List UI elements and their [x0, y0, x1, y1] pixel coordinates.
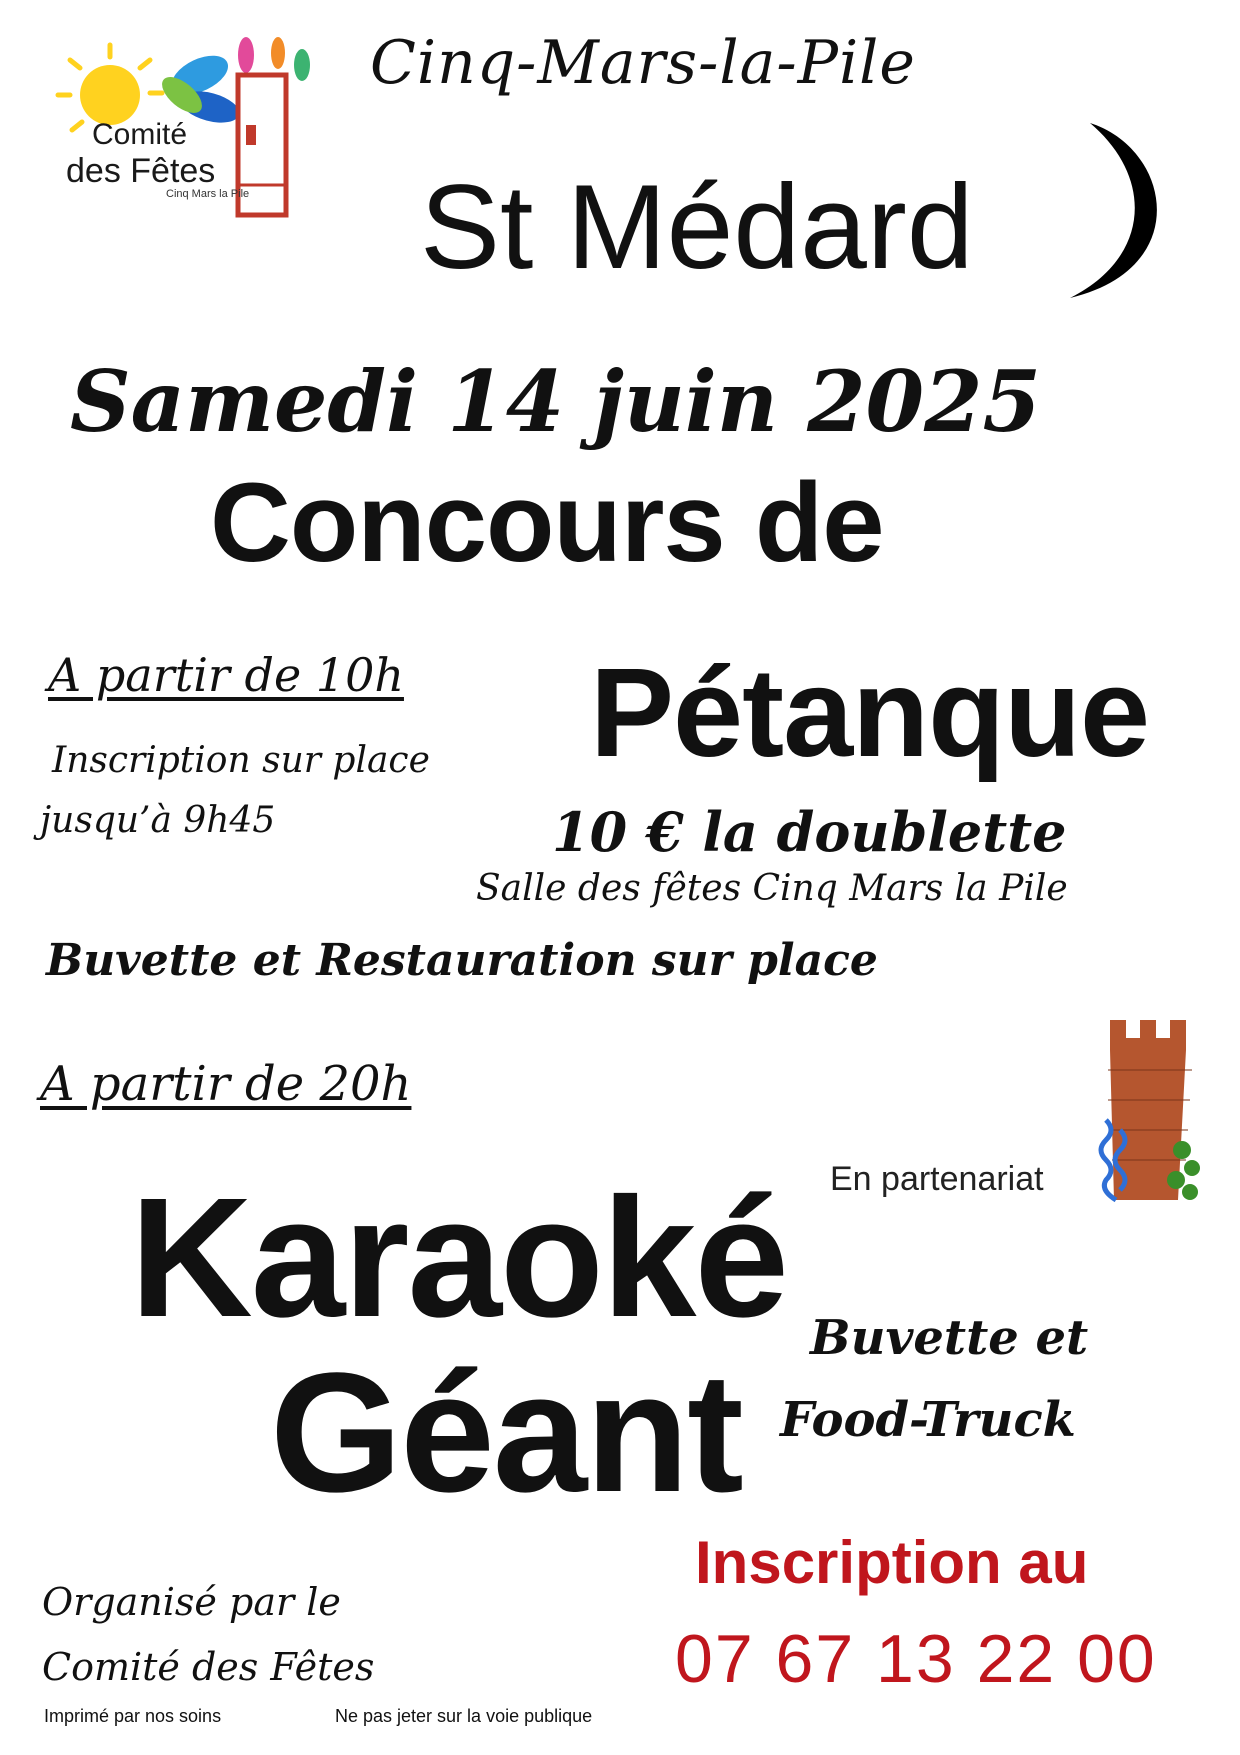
evening-start-label: A partir de 20h [40, 1056, 412, 1112]
evening-drinks-line1: Buvette et [810, 1310, 1089, 1366]
registration-info-line2: jusqu’à 9h45 [40, 800, 276, 841]
registration-info-line1: Inscription sur place [52, 740, 430, 781]
saint-title: St Médard [420, 160, 974, 294]
registration-label: Inscription au [695, 1529, 1089, 1596]
price-info: 10 € la doublette [552, 800, 1067, 864]
footer-printed-note: Imprimé par nos soins [44, 1706, 222, 1726]
evening-title-line1: Karaoké [130, 1163, 787, 1353]
evening-drinks-line2: Food-Truck [780, 1392, 1076, 1448]
organizer-line1: Organisé par le [42, 1580, 341, 1624]
event-title-line1: Concours de [210, 460, 884, 585]
partner-label: En partenariat [830, 1160, 1044, 1198]
footer-disposal-note: Ne pas jeter sur la voie publique [335, 1706, 593, 1726]
evening-title-line2: Géant [270, 1338, 742, 1528]
venue-info: Salle des fêtes Cinq Mars la Pile [476, 868, 1068, 909]
food-info: Buvette et Restauration sur place [46, 935, 878, 986]
logo-text-des-fetes: des Fêtes [66, 152, 216, 190]
logo-text-comite: Comité [92, 118, 188, 151]
event-title-line2: Pétanque [590, 642, 1150, 783]
event-date: Samedi 14 juin 2025 [70, 352, 1041, 451]
morning-start-label: A partir de 10h [48, 648, 404, 702]
logo-text-town: Cinq Mars la Pile [166, 188, 250, 200]
organizer-line2: Comité des Fêtes [42, 1645, 375, 1689]
crescent-moon-icon [1030, 118, 1200, 308]
town-title: Cinq-Mars-la-Pile [370, 28, 916, 98]
partner-tower-logo [1098, 1010, 1208, 1210]
registration-phone: 07 67 13 22 00 [675, 1621, 1157, 1697]
